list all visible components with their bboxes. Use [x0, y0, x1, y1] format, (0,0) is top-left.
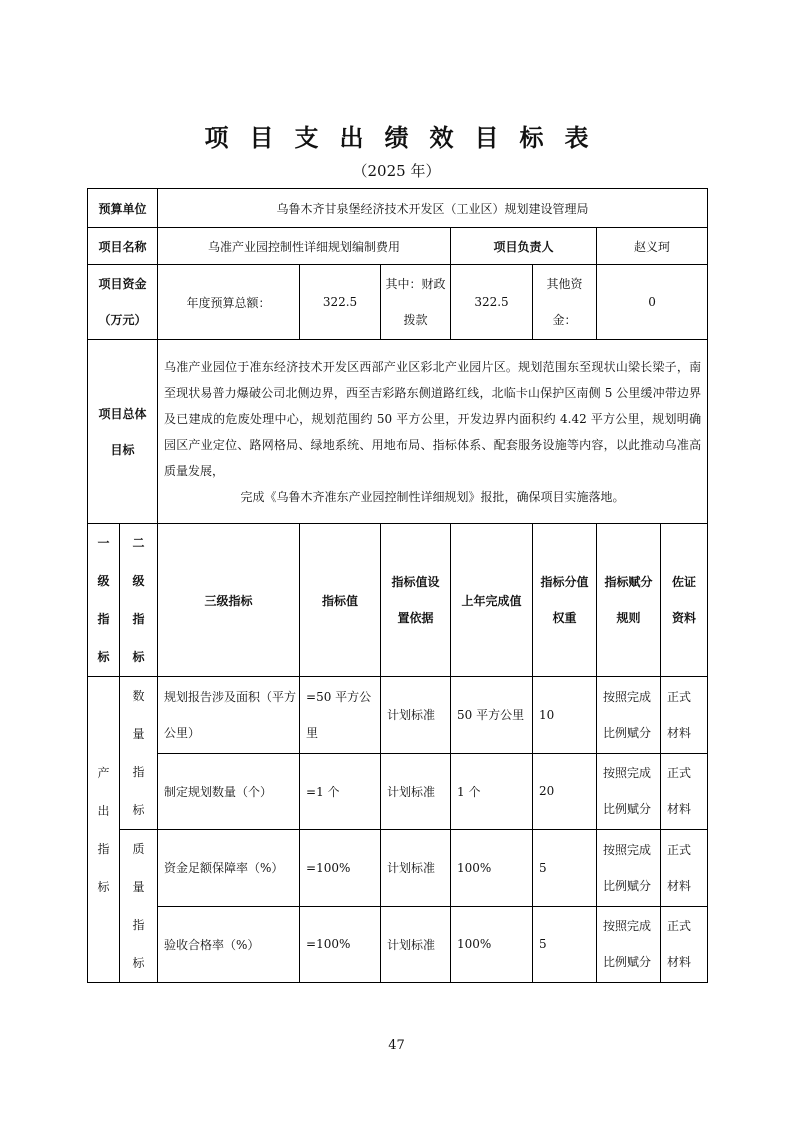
- group-output-char: 指: [97, 841, 110, 856]
- indicator-rule: [597, 830, 661, 907]
- project-leader-value: 赵义珂: [597, 228, 708, 265]
- indicator-evidence-line-1: 正式: [667, 766, 692, 781]
- group-quantity-char: 量: [132, 727, 145, 741]
- indicator-weight: 5: [533, 906, 597, 983]
- indicator-weight: 5: [533, 830, 597, 907]
- indicator-evidence-line-1: 正式: [667, 689, 692, 704]
- header-basis-line-1: 指标值设: [391, 575, 440, 589]
- other-funds-label-line-1: 其他资: [546, 277, 583, 291]
- group-output-char: 标: [97, 879, 110, 894]
- header-level1: [88, 524, 120, 677]
- group-output-char: 出: [97, 803, 110, 818]
- group-output: [88, 677, 120, 983]
- annual-budget-value: 322.5: [300, 265, 381, 340]
- indicator-value: [300, 677, 381, 754]
- row-project-name: [88, 228, 708, 265]
- project-leader-label: 项目负责人: [451, 228, 597, 265]
- group-output-char: 产: [97, 765, 110, 780]
- budget-unit-value: 乌鲁木齐甘泉堡经济技术开发区（工业区）规划建设管理局: [158, 189, 708, 228]
- header-level1-char: 指: [97, 612, 110, 626]
- header-level1-char: 标: [97, 650, 110, 664]
- header-level2-char: 级: [132, 574, 145, 588]
- indicator-rule-line-2: 比例赋分: [603, 725, 652, 740]
- indicator-evidence: [661, 677, 708, 754]
- indicator-evidence-line-2: 材料: [667, 955, 692, 970]
- header-weight-line-2: 权重: [552, 611, 577, 625]
- indicator-header-row: [88, 524, 708, 677]
- indicator-rule: [597, 753, 661, 830]
- header-level2-char: 指: [132, 612, 145, 626]
- other-funds-value: 0: [597, 265, 708, 340]
- table-row: [88, 906, 708, 983]
- indicator-name-line-1: 规划报告涉及面积（平方: [164, 689, 297, 704]
- indicator-basis: 计划标准: [381, 677, 451, 754]
- header-rule-line-2: 规则: [616, 611, 641, 625]
- header-weight-line-1: 指标分值: [540, 575, 589, 589]
- header-level3: 三级指标: [158, 524, 300, 677]
- row-budget-unit: [88, 189, 708, 228]
- indicator-last-year: 100%: [451, 906, 533, 983]
- overall-goal-label-line-2: 目标: [110, 442, 135, 457]
- group-quality-char: 指: [132, 918, 145, 932]
- header-evidence: [661, 524, 708, 677]
- indicator-value: =100%: [300, 906, 381, 983]
- group-quality-char: 质: [132, 842, 145, 856]
- header-level2: [120, 524, 158, 677]
- header-evidence-line-2: 资料: [672, 611, 697, 625]
- header-level1-char: 一: [97, 536, 110, 550]
- fiscal-label: [381, 265, 451, 340]
- year-subtitle: （2025 年）: [352, 162, 441, 180]
- header-level1-char: 级: [97, 574, 110, 588]
- page-number: 47: [388, 1038, 405, 1053]
- performance-table: [87, 188, 708, 983]
- header-rule: [597, 524, 661, 677]
- header-weight: [533, 524, 597, 677]
- annual-budget-label: 年度预算总额：: [158, 265, 300, 340]
- indicator-value: =100%: [300, 830, 381, 907]
- overall-goal-last-line: 完成《乌鲁木齐准东产业园控制性详细规划》报批，确保项目实施落地。: [240, 489, 625, 504]
- overall-goal-paragraph: 乌准产业园位于准东经济技术开发区西部产业区彩北产业园片区。规划范围东至现状山梁长梁子，南至现状易普力爆破公司北侧边界，西至吉彩路东侧道路红线，北临卡山保护区南侧 5 公里缓冲带边界及已建成的危废处理中心，规划范围约 50 平方公里，开发边界内面积约 4.42 平方公里，规划明确园区产业定位、路网格局、绿地系统、用地布局、指标体系、配套服务设施等内容，以此推动乌准高质量发展，: [164, 359, 702, 478]
- table-row: [88, 753, 708, 830]
- indicator-evidence: [661, 830, 708, 907]
- overall-goal-label-line-1: 项目总体: [98, 406, 147, 421]
- overall-goal-text: [158, 340, 708, 524]
- indicator-basis: 计划标准: [381, 753, 451, 830]
- indicator-weight: 20: [533, 753, 597, 830]
- indicator-last-year: 50 平方公里: [451, 677, 533, 754]
- fiscal-value: 322.5: [451, 265, 533, 340]
- indicator-evidence-line-2: 材料: [667, 725, 692, 740]
- indicator-name: 验收合格率（%）: [158, 906, 300, 983]
- indicator-name: [158, 677, 300, 754]
- indicator-value-line-1: =50 平方公: [306, 689, 372, 704]
- indicator-evidence: [661, 753, 708, 830]
- indicator-evidence: [661, 906, 708, 983]
- group-quantity-char: 标: [132, 803, 145, 817]
- indicator-rule: [597, 906, 661, 983]
- budget-unit-label: 预算单位: [88, 189, 158, 228]
- indicator-name-line-2: 公里）: [164, 725, 201, 740]
- fiscal-label-line-2: 拨款: [403, 313, 428, 327]
- header-level2-char: 二: [132, 536, 145, 550]
- row-overall-goal: [88, 340, 708, 524]
- page-title: 项目支出绩效目标表: [204, 124, 610, 152]
- indicator-rule-line-2: 比例赋分: [603, 802, 652, 817]
- funds-label: [88, 265, 158, 340]
- indicator-basis: 计划标准: [381, 830, 451, 907]
- indicator-basis: 计划标准: [381, 906, 451, 983]
- header-basis-line-2: 置依据: [397, 611, 434, 625]
- indicator-name: 制定规划数量（个）: [158, 753, 300, 830]
- indicator-name: 资金足额保障率（%）: [158, 830, 300, 907]
- project-name-label: 项目名称: [88, 228, 158, 265]
- header-last-year: 上年完成值: [451, 524, 533, 677]
- indicator-last-year: 1 个: [451, 753, 533, 830]
- indicator-rule-line-1: 按照完成: [603, 766, 652, 781]
- fiscal-label-line-1: 其中：财政: [385, 277, 446, 291]
- header-evidence-line-1: 佐证: [672, 575, 697, 589]
- group-quality-char: 标: [132, 956, 145, 970]
- group-quantity-char: 指: [132, 765, 145, 779]
- other-funds-label-line-2: 金：: [552, 313, 577, 327]
- group-quantity: [120, 677, 158, 830]
- overall-goal-label: [88, 340, 158, 524]
- funds-label-line-1: 项目资金: [98, 277, 147, 291]
- indicator-rule-line-2: 比例赋分: [603, 955, 652, 970]
- indicator-evidence-line-1: 正式: [667, 842, 692, 857]
- funds-label-line-2: （万元）: [98, 313, 147, 327]
- table-row: [88, 677, 708, 754]
- row-project-funds: [88, 265, 708, 340]
- indicator-rule-line-1: 按照完成: [603, 919, 652, 934]
- indicator-rule: [597, 677, 661, 754]
- indicator-weight: 10: [533, 677, 597, 754]
- indicator-last-year: 100%: [451, 830, 533, 907]
- indicator-rule-line-2: 比例赋分: [603, 878, 652, 893]
- header-rule-line-1: 指标赋分: [604, 575, 653, 589]
- indicator-evidence-line-2: 材料: [667, 878, 692, 893]
- group-quality: [120, 830, 158, 983]
- indicator-evidence-line-2: 材料: [667, 802, 692, 817]
- group-quality-char: 量: [132, 880, 145, 894]
- indicator-value-line-2: 里: [306, 725, 319, 740]
- indicator-rule-line-1: 按照完成: [603, 689, 652, 704]
- indicator-rule-line-1: 按照完成: [603, 842, 652, 857]
- header-value: 指标值: [300, 524, 381, 677]
- group-quantity-char: 数: [132, 689, 145, 703]
- header-level2-char: 标: [132, 650, 145, 664]
- table-row: [88, 830, 708, 907]
- indicator-value: =1 个: [300, 753, 381, 830]
- indicator-evidence-line-1: 正式: [667, 919, 692, 934]
- other-funds-label: [533, 265, 597, 340]
- header-basis: [381, 524, 451, 677]
- project-name-value: 乌准产业园控制性详细规划编制费用: [158, 228, 451, 265]
